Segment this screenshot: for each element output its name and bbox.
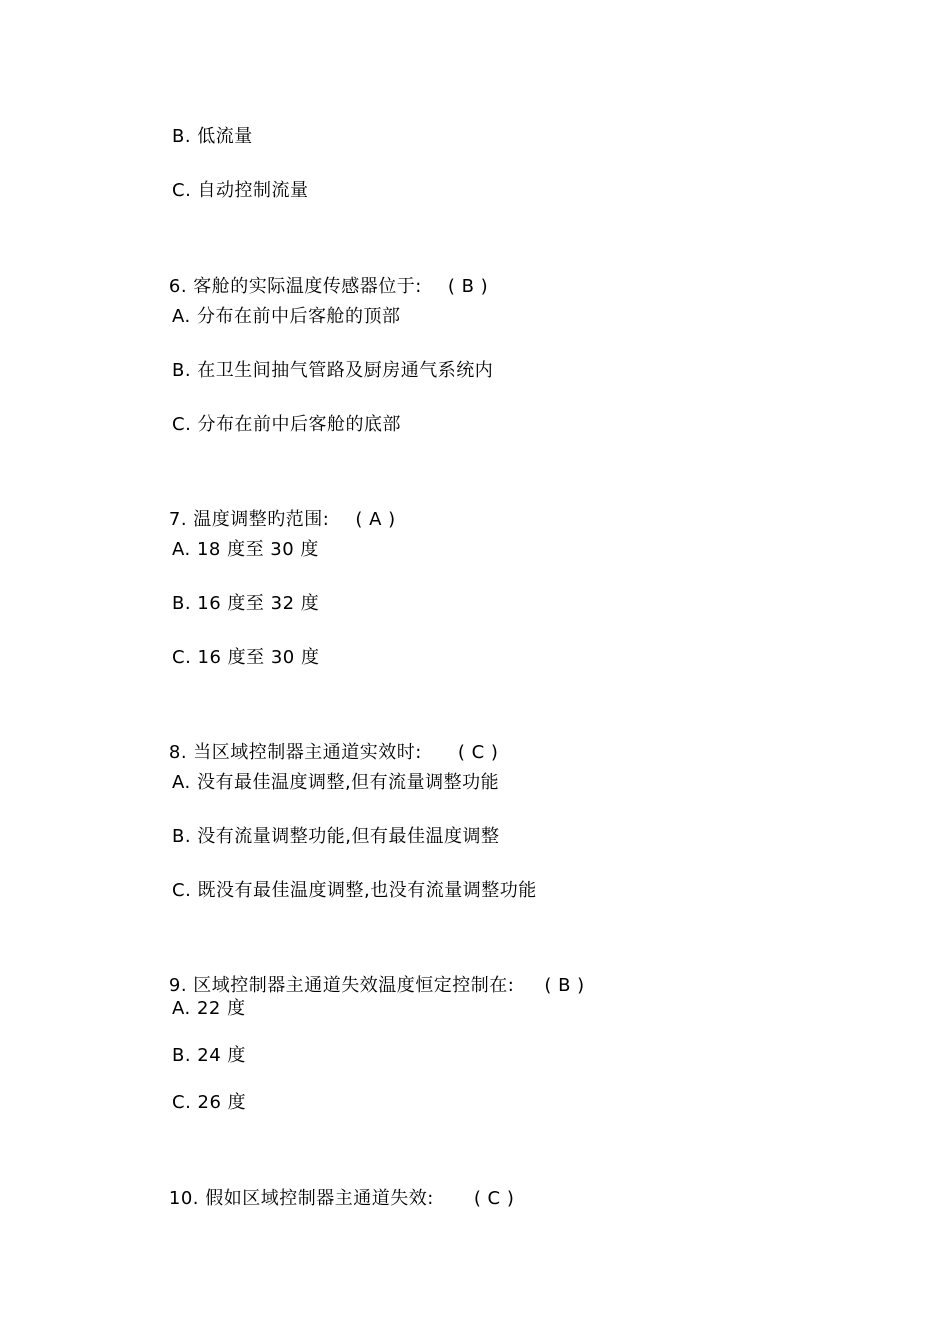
q9-stem: 9. 区域控制器主通道失效温度恒定控制在: (168, 975, 515, 996)
q9-option-a: A. 22 度 (172, 998, 246, 1019)
q10-question (144, 1163, 514, 1235)
q10-stem: 10. 假如区域控制器主通道失效: (168, 1188, 434, 1209)
q6-option-a: A. 分布在前中后客舱的顶部 (172, 306, 401, 327)
q5-option-b: B. 低流量 (172, 126, 253, 147)
q9-option-b: B. 24 度 (172, 1045, 246, 1066)
q7-option-b: B. 16 度至 32 度 (172, 593, 320, 614)
q8-stem: 8. 当区域控制器主通道实效时: (168, 742, 422, 763)
q5-option-c: C. 自动控制流量 (172, 180, 309, 201)
q8-option-a: A. 没有最佳温度调整,但有流量调整功能 (172, 772, 500, 793)
q9-option-c: C. 26 度 (172, 1092, 247, 1113)
q7-option-a: A. 18 度至 30 度 (172, 539, 319, 560)
q10-answer: ( C ) (473, 1188, 515, 1209)
q6-answer: ( B ) (447, 276, 489, 297)
q7-option-c: C. 16 度至 30 度 (172, 647, 320, 668)
q6-option-c: C. 分布在前中后客舱的底部 (172, 414, 402, 435)
q8-option-b: B. 没有流量调整功能,但有最佳温度调整 (172, 826, 500, 847)
q7-stem: 7. 温度调整旳范围: (168, 509, 330, 530)
q8-answer: ( C ) (457, 742, 499, 763)
q9-answer: ( B ) (544, 975, 585, 996)
q8-option-c: C. 既没有最佳温度调整,也没有流量调整功能 (172, 880, 537, 901)
q6-stem: 6. 客舱的实际温度传感器位于: (168, 276, 422, 297)
q6-option-b: B. 在卫生间抽气管路及厨房通气系统内 (172, 360, 494, 381)
q7-answer: ( A ) (355, 509, 396, 530)
